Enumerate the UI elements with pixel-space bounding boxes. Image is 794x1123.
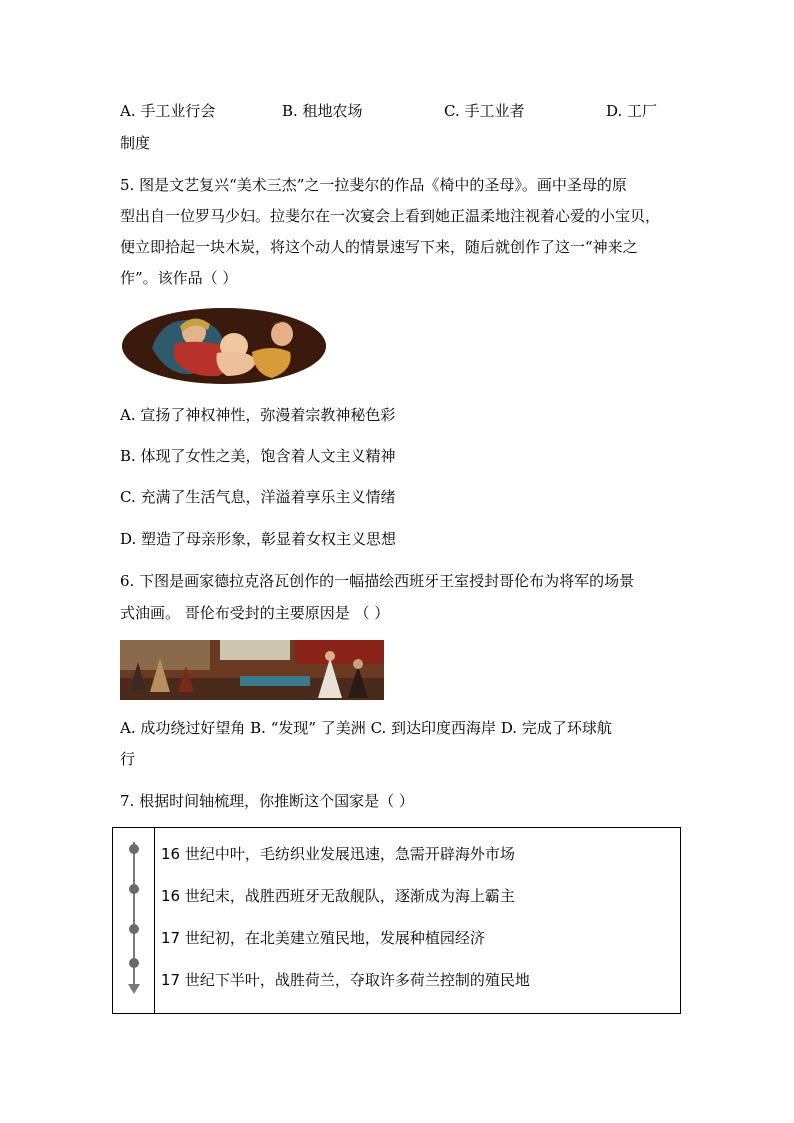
columbus-painting — [120, 640, 384, 700]
q6-stem-line-2: 式油画。 哥伦布受封的主要原因是 （ ） — [120, 604, 390, 622]
columbus-painting-illustration — [120, 640, 384, 700]
timeline-dot — [129, 924, 139, 934]
q5-option-c: C. 充满了生活气息，洋溢着享乐主义情绪 — [120, 488, 396, 506]
timeline-dot — [129, 844, 139, 854]
timeline-dot — [129, 958, 139, 968]
q5-stem-line-4: 作”。该作品（ ） — [120, 269, 238, 287]
q4-option-a: A. 手工业行会 — [120, 102, 216, 120]
q5-option-d: D. 塑造了母亲形象，彰显着女权主义思想 — [120, 530, 397, 548]
q5-option-b: B. 体现了女性之美，饱含着人文主义精神 — [120, 447, 396, 465]
madonna-painting-illustration — [122, 308, 326, 384]
timeline-event: 17 世纪初，在北美建立殖民地，发展种植园经济 — [161, 929, 485, 947]
timeline-divider — [154, 828, 155, 1013]
q7-stem: 7. 根据时间轴梳理，你推断这个国家是（ ） — [120, 792, 414, 810]
timeline-event: 17 世纪下半叶，战胜荷兰，夺取许多荷兰控制的殖民地 — [161, 971, 530, 989]
q4-option-d-continuation: 制度 — [120, 134, 151, 152]
timeline-event: 16 世纪末，战胜西班牙无敌舰队，逐渐成为海上霸主 — [161, 887, 515, 905]
q4-option-d: D. 工厂 — [606, 102, 658, 120]
q4-option-c: C. 手工业者 — [444, 102, 525, 120]
q5-stem-line-3: 便立即拾起一块木炭，将这个动人的情景速写下来，随后就创作了这一“神来之 — [120, 238, 638, 256]
q4-option-b: B. 租地农场 — [282, 102, 363, 120]
q5-option-a: A. 宣扬了神权神性，弥漫着宗教神秘色彩 — [120, 406, 396, 424]
timeline-dot — [129, 884, 139, 894]
timeline-event: 16 世纪中叶，毛纺织业发展迅速，急需开辟海外市场 — [161, 845, 515, 863]
q5-stem-line-1: 5. 图是文艺复兴“美术三杰”之一拉斐尔的作品《椅中的圣母》。画中圣母的原 — [120, 176, 627, 194]
timeline-box — [112, 827, 681, 1014]
q6-options-line: A. 成功绕过好望角 B. “发现” 了美洲 C. 到达印度西海岸 D. 完成了环球航 — [120, 719, 612, 737]
q5-stem-line-2: 型出自一位罗马少妇。拉斐尔在一次宴会上看到她正温柔地注视着心爱的小宝贝， — [120, 207, 661, 225]
timeline-arrow-icon — [128, 984, 140, 994]
q6-options-continuation: 行 — [120, 750, 136, 768]
q6-stem-line-1: 6. 下图是画家德拉克洛瓦创作的一幅描绘西班牙王室授封哥伦布为将军的场景 — [120, 572, 635, 590]
madonna-della-seggiola-painting — [122, 308, 326, 384]
